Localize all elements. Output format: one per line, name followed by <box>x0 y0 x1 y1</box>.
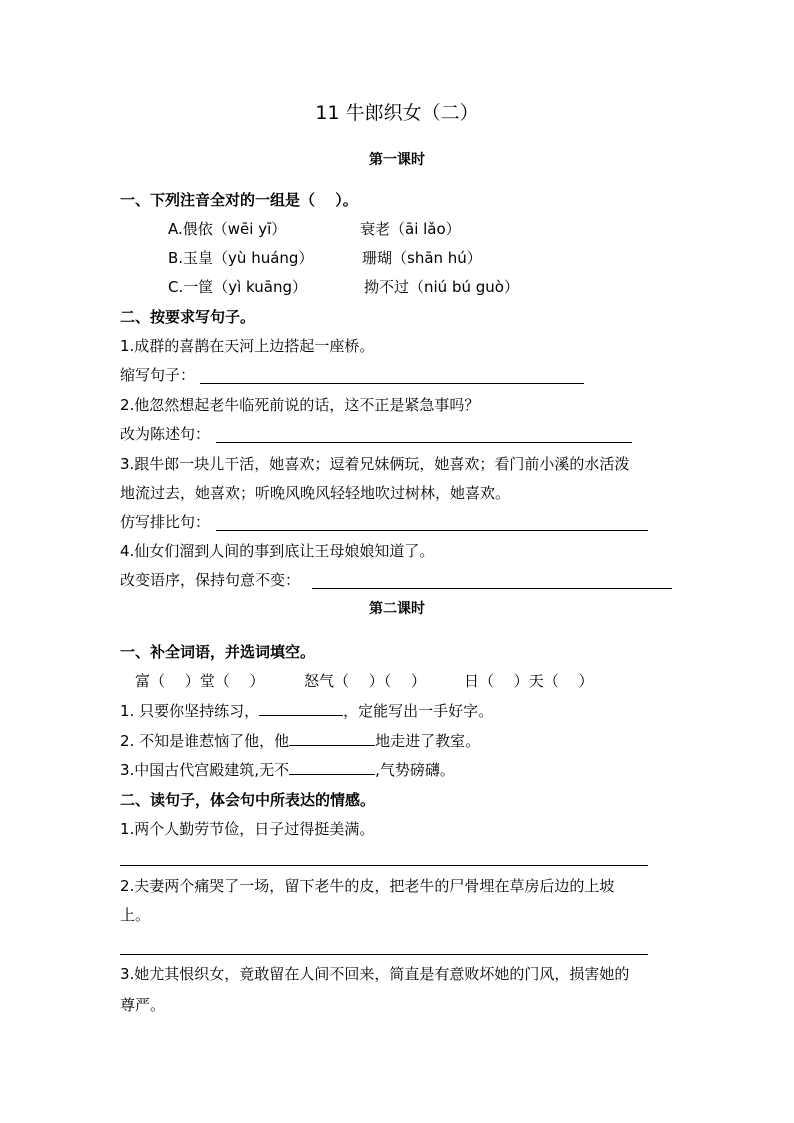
l1-q1-option-a-2: 衰老（āi lǎo） <box>360 220 461 238</box>
l1-q2-s2: 2.他忽然想起老牛临死前说的话，这不正是紧急事吗？ <box>120 396 480 414</box>
l2-q1-word-2: 怒气（ ）（ ） <box>304 672 427 690</box>
l1-q2-s3-line1: 3.跟牛郎一块儿干活，她喜欢；逗着兄妹俩玩，她喜欢；看门前小溪的水活泼 <box>120 455 630 473</box>
l1-q1-option-c-2: 拗不过（niú bú guò） <box>364 278 519 296</box>
fill-blank-2[interactable] <box>289 731 375 746</box>
sentence-1-after: ，定能写出一手好字。 <box>343 702 494 720</box>
sentence-3-after: ,气势磅礴。 <box>375 761 455 779</box>
l1-q1-option-c: C.一筐（yì kuāng） <box>168 278 308 296</box>
l1-q1-stem: 一、下列注音全对的一组是（ ）。 <box>120 191 358 209</box>
sentence-2-after: 地走进了教室。 <box>375 732 481 750</box>
l1-q2-s2-task: 改为陈述句： <box>120 425 211 443</box>
sentence-2-before: 2. 不知是谁惹恼了他，他 <box>120 732 290 750</box>
l1-q1-option-b-2: 珊瑚（shān hú） <box>362 249 482 267</box>
l1-q1-option-b: B.玉皇（yù huáng） <box>168 249 314 267</box>
l2-q1-sentence-2 <box>120 731 480 751</box>
l1-q2-stem: 二、按要求写句子。 <box>120 308 256 326</box>
l2-q2-s1: 1.两个人勤劳节俭，日子过得挺美满。 <box>120 820 375 838</box>
l2-q2-s3-line2: 尊严。 <box>120 996 166 1014</box>
l1-q2-s3-line2: 地流过去，她喜欢；听晚风晚风轻轻地吹过树林，她喜欢。 <box>120 484 511 502</box>
l2-q1-word-1: 富（ ）堂（ ） <box>135 672 265 690</box>
l2-q1-stem: 一、补全词语，并选词填空。 <box>120 643 316 661</box>
fill-blank-1[interactable] <box>259 701 343 716</box>
fill-blank-3[interactable] <box>289 760 375 775</box>
answer-line-r1[interactable] <box>120 865 648 866</box>
l2-q2-s2-line1: 2.夫妻两个痛哭了一场，留下老牛的皮，把老牛的尸骨埋在草房后边的上坡 <box>120 877 615 895</box>
l2-q1-sentence-1 <box>120 701 493 721</box>
l2-q1-word-3: 日（ ）天（ ） <box>464 672 594 690</box>
sentence-3-before: 3.中国古代宫殿建筑,无不 <box>120 761 290 779</box>
answer-line-s3[interactable] <box>216 530 648 531</box>
l1-q2-s1: 1.成群的喜鹊在天河上边搭起一座桥。 <box>120 337 375 355</box>
l1-q2-s1-task: 缩写句子： <box>120 366 196 384</box>
lesson1-heading: 第一课时 <box>369 152 425 168</box>
l2-q2-s3-line1: 3.她尤其恨织女，竟敢留在人间不回来，简直是有意败坏她的门风，损害她的 <box>120 965 630 983</box>
l1-q2-s4: 4.仙女们溜到人间的事到底让王母娘娘知道了。 <box>120 542 435 560</box>
answer-line-s2[interactable] <box>216 442 632 443</box>
l1-q1-option-a: A.偎依（wēi yī） <box>168 220 287 238</box>
l1-q2-s4-task: 改变语序，保持句意不变： <box>120 571 301 589</box>
l2-q2-s2-line2: 上。 <box>120 906 151 924</box>
lesson2-heading: 第二课时 <box>369 601 425 617</box>
answer-line-r2[interactable] <box>120 954 648 955</box>
l2-q1-sentence-3 <box>120 760 455 780</box>
answer-line-s1[interactable] <box>200 383 584 384</box>
answer-line-s4[interactable] <box>312 588 672 589</box>
l1-q2-s3-task: 仿写排比句： <box>120 513 211 531</box>
l2-q2-stem: 二、读句子，体会句中所表达的情感。 <box>120 791 376 809</box>
sentence-1-before: 1. 只要你坚持练习， <box>120 702 260 720</box>
worksheet-title: 11 牛郎织女（二） <box>315 102 479 124</box>
